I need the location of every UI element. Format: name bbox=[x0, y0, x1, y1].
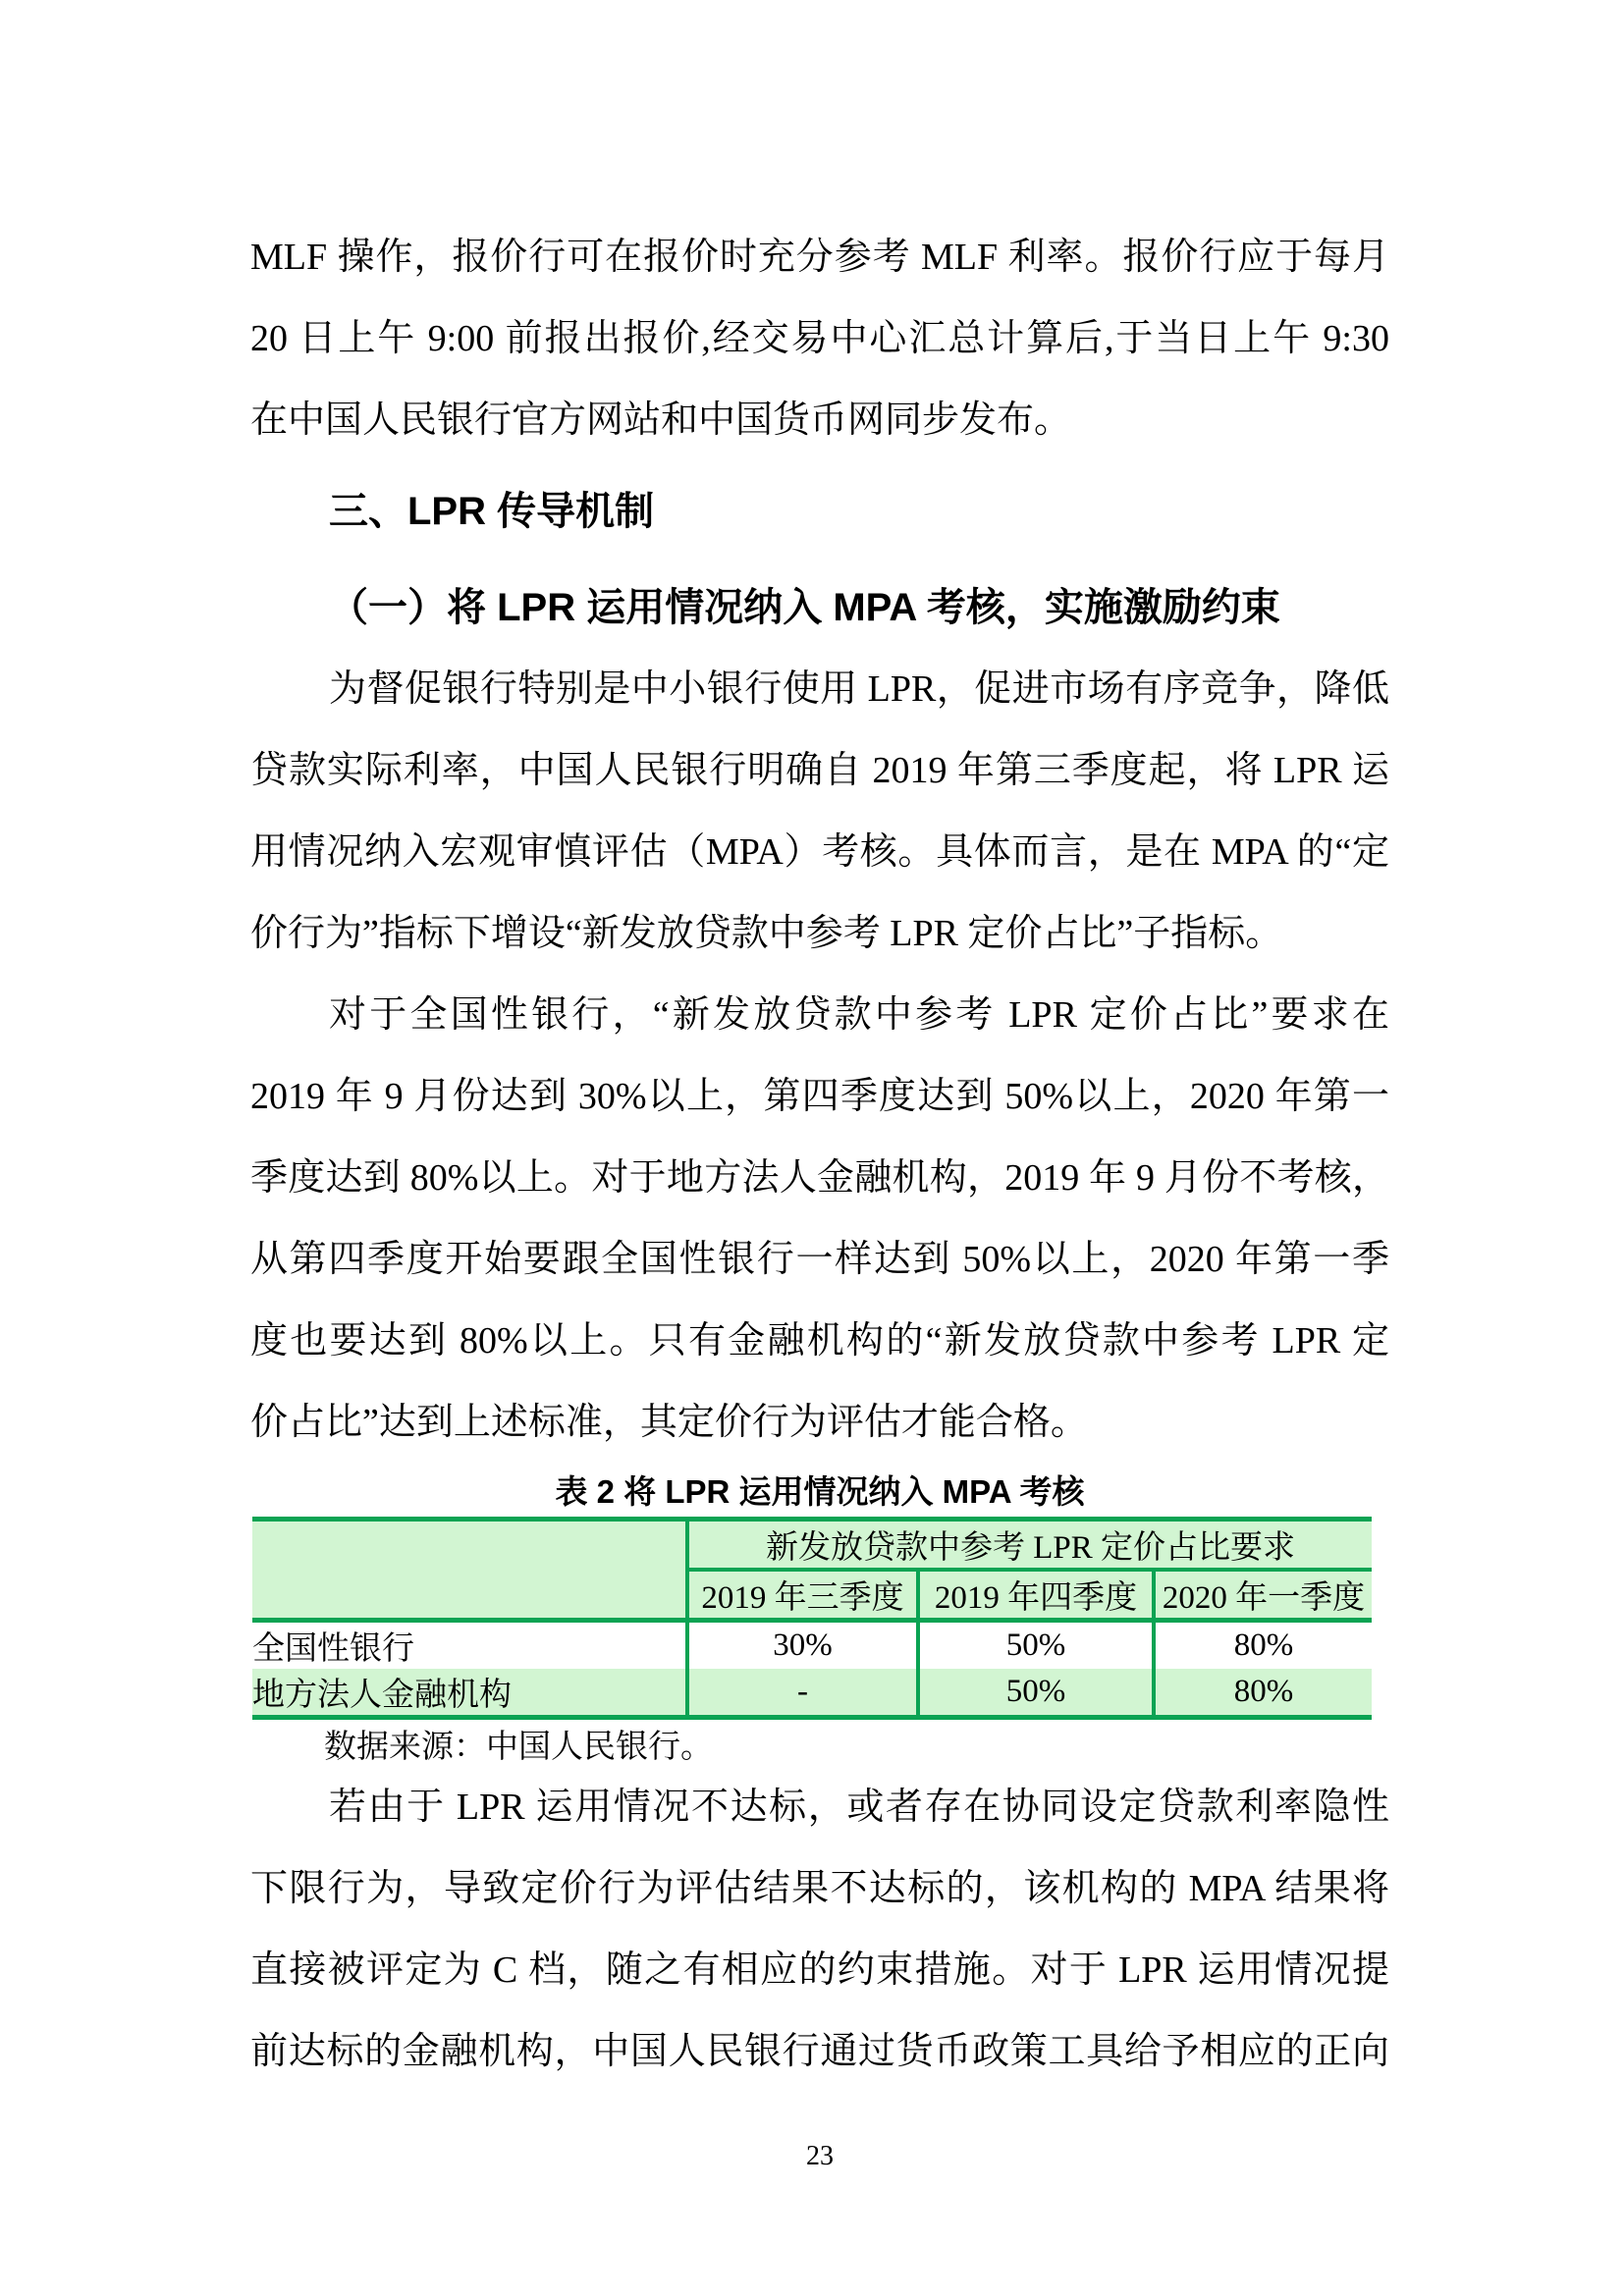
paragraph-3 bbox=[250, 975, 1389, 1464]
body-line: 下限行为，导致定价行为评估结果不达标的，该机构的 MPA 结果将 bbox=[250, 1868, 1389, 1909]
top-margin bbox=[250, 0, 1389, 217]
body-line: 前达标的金融机构，中国人民银行通过货币政策工具给予相应的正向 bbox=[250, 2031, 1389, 2072]
body-line: 若由于 LPR 运用情况不达标，或者存在协同设定贷款利率隐性 bbox=[329, 1787, 1389, 1828]
page-content bbox=[250, 0, 1389, 2176]
body-line: MLF 操作，报价行可在报价时充分参考 MLF 利率。报价行应于每月 bbox=[250, 237, 1389, 278]
body-line: 20 日上午 9:00 前报出报价,经交易中心汇总计算后,于当日上午 9:30 bbox=[250, 318, 1389, 359]
table-row bbox=[252, 1669, 1372, 1718]
mpa-assessment-table bbox=[252, 1517, 1372, 1720]
section-heading: 三、LPR 传导机制 bbox=[329, 490, 655, 533]
table-col-header: 2019 年三季度 bbox=[687, 1570, 918, 1621]
table-corner-cell bbox=[252, 1520, 687, 1621]
body-line: 价行为”指标下增设“新发放贷款中参考 LPR 定价占比”子指标。 bbox=[250, 913, 1283, 954]
table-col-header: 2020 年一季度 bbox=[1154, 1570, 1372, 1621]
body-line: 度也要达到 80%以上。只有金融机构的“新发放贷款中参考 LPR 定 bbox=[250, 1320, 1389, 1362]
body-line: 为督促银行特别是中小银行使用 LPR，促进市场有序竞争，降低 bbox=[329, 668, 1389, 710]
paragraph-2 bbox=[250, 649, 1389, 975]
body-line: 从第四季度开始要跟全国性银行一样达到 50%以上，2020 年第一季 bbox=[250, 1239, 1389, 1280]
data-source-note: 数据来源：中国人民银行。 bbox=[324, 1730, 713, 1765]
page-number: 23 bbox=[806, 2141, 834, 2171]
table-header-row-merged bbox=[252, 1520, 1372, 1571]
body-line: 贷款实际利率，中国人民银行明确自 2019 年第三季度起，将 LPR 运 bbox=[250, 750, 1389, 791]
body-line: 季度达到 80%以上。对于地方法人金融机构，2019 年 9 月份不考核， bbox=[250, 1157, 1389, 1199]
body-line: 2019 年 9 月份达到 30%以上，第四季度达到 50%以上，2020 年第一 bbox=[250, 1076, 1389, 1117]
body-line: 在中国人民银行官方网站和中国货币网同步发布。 bbox=[250, 400, 1072, 441]
table-caption: 表 2 将 LPR 运用情况纳入 MPA 考核 bbox=[555, 1473, 1085, 1510]
table-cell: - bbox=[687, 1669, 918, 1718]
body-line: 对于全国性银行，“新发放贷款中参考 LPR 定价占比”要求在 bbox=[329, 994, 1389, 1036]
paragraph-1 bbox=[250, 217, 1389, 461]
subsection-heading: （一）将 LPR 运用情况纳入 MPA 考核，实施激励约束 bbox=[329, 586, 1280, 629]
table-cell: 50% bbox=[918, 1621, 1154, 1670]
table-row-label: 全国性银行 bbox=[252, 1621, 687, 1670]
table-row bbox=[252, 1621, 1372, 1670]
table-row-label: 地方法人金融机构 bbox=[252, 1669, 687, 1718]
table-merged-header: 新发放贷款中参考 LPR 定价占比要求 bbox=[687, 1520, 1372, 1571]
body-line: 用情况纳入宏观审慎评估（MPA）考核。具体而言，是在 MPA 的“定 bbox=[250, 831, 1389, 873]
body-line: 价占比”达到上述标准，其定价行为评估才能合格。 bbox=[250, 1402, 1088, 1443]
body-line: 直接被评定为 C 档，随之有相应的约束措施。对于 LPR 运用情况提 bbox=[250, 1949, 1389, 1991]
table-cell: 80% bbox=[1154, 1669, 1372, 1718]
table-cell: 80% bbox=[1154, 1621, 1372, 1670]
table-cell: 30% bbox=[687, 1621, 918, 1670]
paragraph-4 bbox=[250, 1767, 1389, 2093]
table-cell: 50% bbox=[918, 1669, 1154, 1718]
table-col-header: 2019 年四季度 bbox=[918, 1570, 1154, 1621]
